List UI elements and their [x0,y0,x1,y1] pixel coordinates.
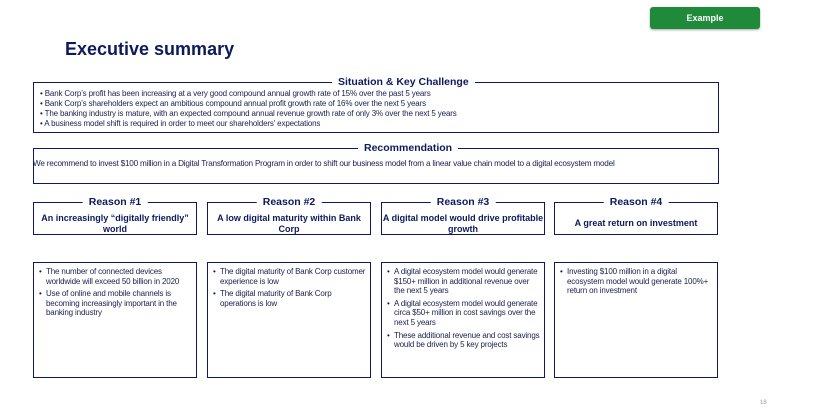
reason-4-bullet: • Investing $100 million in a digital ecosystem model would generate 100%+ return on investment [560,267,713,296]
situation-bullet: • Bank Corp’s profit has been increasing at a very good compound annual growth rate of 15% over the past 5 years [40,89,431,98]
reason-2-headline: A low digital maturity within Bank Corp [217,213,361,234]
example-button[interactable]: Example [650,7,760,29]
situation-bullet: • A business model shift is required in order to meet our shareholders’ expectations [40,119,321,128]
reason-4-header [554,196,718,235]
reason-3-bullet: • A digital ecosystem model would generate $150+ million in additional revenue over the next 5 years [387,267,540,296]
reason-4-label: Reason #4 [604,196,669,208]
reason-1-label: Reason #1 [83,196,148,208]
reason-4-details [554,262,718,378]
reason-2-header [207,196,371,235]
situation-box [33,76,719,133]
situation-label: Situation & Key Challenge [332,76,475,88]
reason-2-bullet: • The digital maturity of Bank Corp customer experience is low [213,267,366,286]
reason-1-bullet: • Use of online and mobile channels is becoming increasingly important in the banking industry [39,289,192,318]
reason-3-bullet: • These additional revenue and cost savings would be driven by 5 key projects [387,331,540,350]
reason-3-headline: A digital model would drive profitable growth [382,213,544,234]
reason-2-bullet: • The digital maturity of Bank Corp operations is low [213,289,366,308]
reason-3-bullet: • A digital ecosystem model would generate circa $50+ million in cost savings over the next 5 years [387,299,540,328]
situation-bullets [40,89,457,129]
reason-4-headline: A great return on investment [574,218,698,228]
reason-3-header [381,196,545,235]
reason-1-header [33,196,197,235]
reason-3-label: Reason #3 [431,196,496,208]
page-title: Executive summary [65,39,235,59]
situation-bullet: • Bank Corp’s shareholders expect an ambitious compound annual profit growth rate of 16% over the next 5 years [40,99,426,108]
reason-1-headline: An increasingly “digitally friendly” world [41,213,189,234]
reason-2-label: Reason #2 [257,196,322,208]
reason-2-details [207,262,371,378]
recommendation-text: We recommend to invest $100 million in a Digital Transformation Program in order to shift our business model from a linear value chain model to a digital ecosystem model [33,159,615,168]
reason-1-bullet: • The number of connected devices worldwide will exceed 50 billion in 2020 [39,267,192,286]
reason-3-details [381,262,545,378]
situation-bullet: • The banking industry is mature, with an expected compound annual revenue growth rate of only 3% over the next 5 years [40,109,457,118]
recommendation-box [33,142,719,184]
reason-1-details [33,262,197,378]
recommendation-label: Recommendation [358,142,458,154]
page-number: 18 [760,400,767,406]
